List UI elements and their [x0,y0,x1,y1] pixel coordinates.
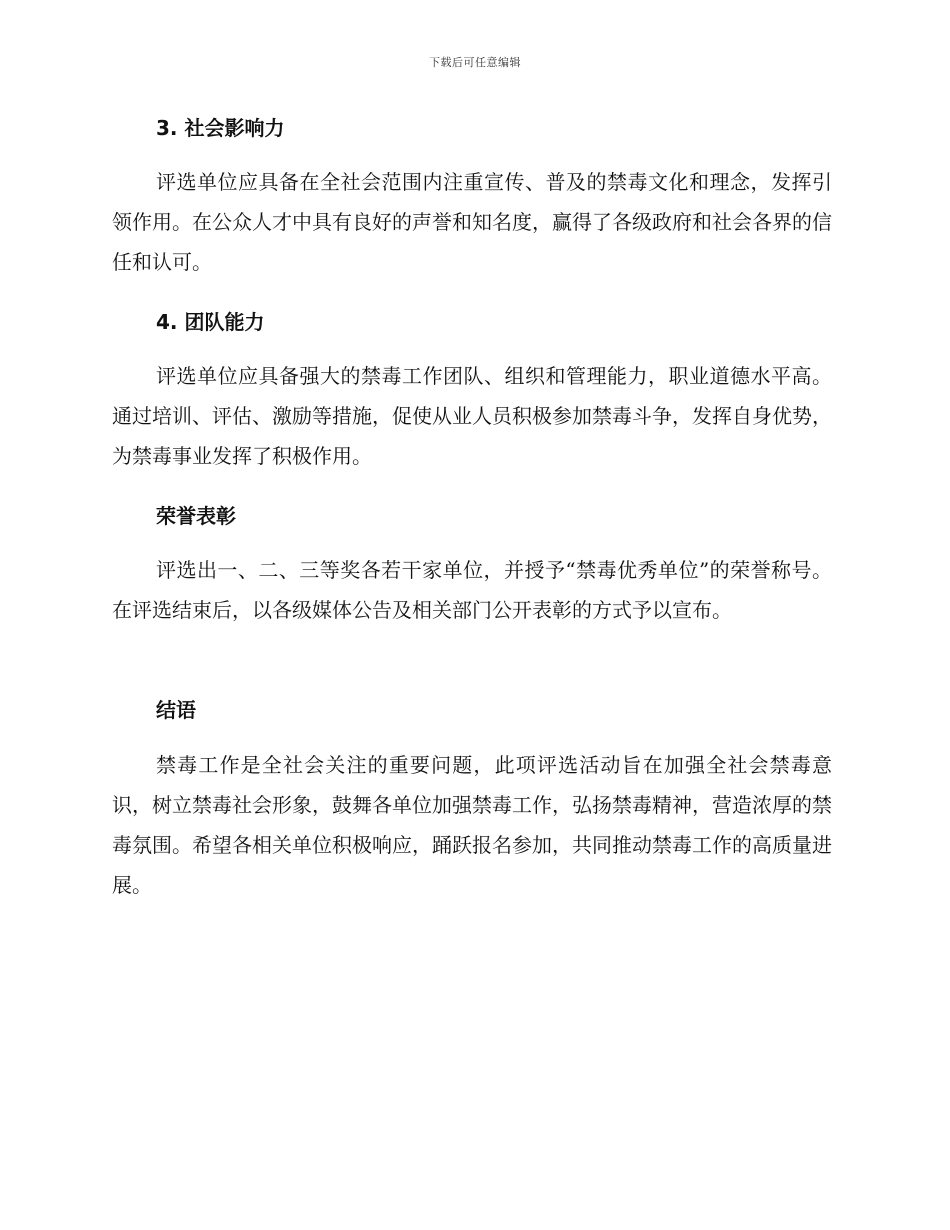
heading-social-influence [112,114,832,142]
section-paragraph: 评选单位应具备强大的禁毒工作团队、组织和管理能力，职业道德水平高。通过培训、评估、激励等措施，促使从业人员积极参加禁毒斗争，发挥自身优势，为禁毒事业发挥了积极作用。 [112,364,832,468]
section-heading: 4. 团队能力 [156,310,265,334]
paragraph-honors [112,550,832,630]
paragraph-social-influence [112,162,832,282]
section-heading: 荣誉表彰 [156,504,236,528]
heading-conclusion [112,696,832,724]
paragraph-conclusion [112,745,832,905]
paragraph-team-capability [112,356,832,476]
page-header: 下载后可任意编辑 [429,56,521,69]
section-paragraph: 评选出一、二、三等奖各若干家单位，并授予“禁毒优秀单位”的荣誉称号。在评选结束后，以各级媒体公告及相关部门公开表彰的方式予以宣布。 [112,558,832,622]
section-paragraph: 评选单位应具备在全社会范围内注重宣传、普及的禁毒文化和理念，发挥引领作用。在公众人才中具有良好的声誉和知名度，赢得了各级政府和社会各界的信任和认可。 [112,170,832,274]
heading-honors [112,502,832,530]
section-paragraph: 禁毒工作是全社会关注的重要问题，此项评选活动旨在加强全社会禁毒意识，树立禁毒社会形象，鼓舞各单位加强禁毒工作，弘扬禁毒精神，营造浓厚的禁毒氛围。希望各相关单位积极响应，踊跃报名参加，共同推动禁毒工作的高质量进展。 [112,753,832,897]
heading-team-capability [112,308,832,336]
section-heading: 3. 社会影响力 [156,116,285,140]
section-heading: 结语 [156,698,196,722]
